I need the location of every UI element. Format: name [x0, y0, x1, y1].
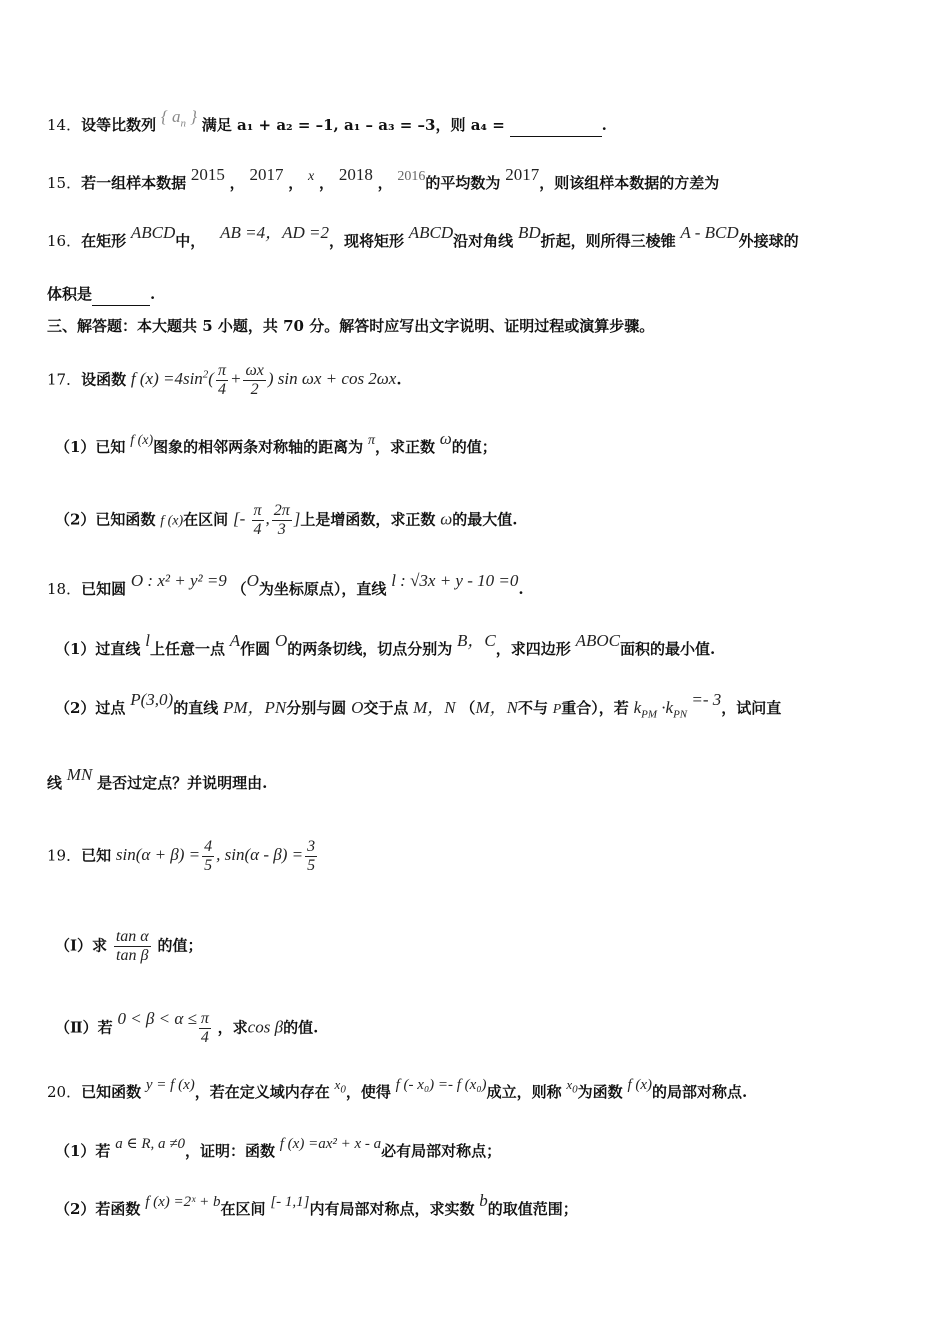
data-value: 2016: [397, 169, 426, 184]
point-label: A: [229, 631, 241, 650]
data-value: 2015: [190, 165, 225, 184]
rectangle-label: ABCD: [408, 223, 454, 242]
section-heading: 三、解答题：本大题共 5 小题，共 70 分。解答时应写出文字说明、证明过程或演算步骤。: [47, 317, 655, 335]
tan-ratio: $\frac{\text{tan α}}{\text{tan β}}$: [115, 928, 149, 964]
line-equation: l : √3x + y - 10 =0: [391, 571, 519, 590]
function-formula: f $(x) =4\sin^2$( $\frac{\pi}{4}$ + $\frac{\omega x}{2}$ ) sin ωx + cos 2ωx: [130, 362, 397, 398]
question-text: 成立，则称: [486, 1083, 562, 1101]
question-17: [47, 362, 910, 399]
function-symbol: f (x): [160, 513, 184, 529]
question-text: 是否过定点？并说明理由.: [97, 774, 268, 792]
question-text: ，求正数: [374, 438, 435, 456]
question-text: 外接球的: [738, 232, 799, 250]
question-text: 已知: [81, 846, 112, 865]
function-formula: f (x) =ax² + x - a: [279, 1136, 382, 1152]
points-label: M，N: [413, 698, 456, 717]
data-value: x: [308, 169, 315, 184]
question-text: ，试问直: [721, 699, 782, 717]
question-19: [47, 838, 910, 875]
question-text: （: [460, 699, 476, 717]
point-label: P(3,0): [130, 690, 174, 709]
period: .: [396, 370, 402, 389]
question-text: 沿对角线: [453, 232, 514, 250]
x0-symbol: $x_0$: [566, 1077, 578, 1096]
question-number: 18．: [47, 580, 82, 598]
quadrilateral-label: ABOC: [575, 631, 620, 650]
question-text: 的局部对称点.: [652, 1083, 748, 1101]
question-17-part2: [55, 502, 910, 539]
question-number: 15．: [47, 174, 82, 192]
question-text: 已知圆: [81, 580, 127, 598]
question-16-line2: [47, 283, 910, 306]
question-18-part2: [55, 690, 910, 725]
interval: [- 1,1]: [270, 1194, 310, 1210]
circle-label: O: [351, 698, 364, 717]
circle-label: O: [274, 631, 288, 650]
question-text: 为坐标原点），直线: [258, 580, 387, 598]
question-text: 的两条切线，切点分别为: [287, 640, 453, 658]
function-symbol: f (x): [130, 433, 154, 448]
question-19-part1: [55, 928, 910, 965]
omega-symbol: ω: [439, 429, 452, 448]
question-text: 在区间: [183, 510, 229, 529]
question-text: ，求四边形: [495, 640, 571, 658]
question-text: 设函数: [81, 370, 127, 389]
question-14: [47, 107, 910, 142]
part-label: （Ⅱ）若: [55, 1018, 113, 1037]
rectangle-label: ABCD: [130, 223, 176, 242]
question-number: 19．: [47, 846, 82, 865]
pi-symbol: π: [367, 433, 375, 448]
question-18: [47, 571, 910, 600]
question-text: 中，: [175, 232, 206, 250]
question-number: 14．: [47, 116, 82, 134]
part-label: （1）已知: [55, 438, 126, 456]
question-text: ，若在定义域内存在: [194, 1083, 330, 1101]
average-value: 2017: [505, 165, 540, 184]
question-text: 体积是: [47, 285, 93, 303]
question-text: 为函数: [577, 1083, 623, 1101]
question-text: 的值；: [451, 438, 497, 456]
question-text: ，求: [217, 1018, 248, 1037]
question-text: 图象的相邻两条对称轴的距离为: [153, 438, 364, 456]
question-18-part1: [55, 631, 910, 660]
question-text: 已知函数: [81, 1083, 142, 1101]
pyramid-label: A - BCD: [680, 223, 739, 242]
question-text: 折起，则所得三棱锥: [540, 232, 676, 250]
answer-blank: [92, 283, 150, 306]
circle-equation: O : x² + y² =9: [130, 571, 227, 590]
question-20-part1: [55, 1136, 910, 1163]
slope-product: $k_{PM} \cdot k_{PN} =- 3$: [633, 690, 722, 721]
question-text: 不与: [517, 699, 548, 717]
condition: a ∈ R, a ≠0: [115, 1136, 185, 1152]
question-text: 作圆: [240, 640, 271, 658]
question-text: 分别与圆: [286, 699, 347, 717]
period: .: [601, 116, 607, 134]
question-text: 若一组样本数据: [81, 174, 187, 192]
line-label: MN: [66, 765, 93, 784]
period: .: [150, 285, 156, 303]
function-symbol: y = f (x): [145, 1077, 195, 1093]
question-condition: 满足 a₁ + a₂ = –1, a₁ – a₃ = –3，则 a₄ =: [201, 116, 505, 134]
question-text: 面积的最小值.: [619, 640, 716, 658]
question-16: [47, 223, 910, 252]
question-text: 必有局部对称点；: [381, 1142, 502, 1160]
diagonal-label: BD: [517, 223, 541, 242]
question-text: 的值.: [283, 1018, 319, 1037]
question-text: 上是增函数，求正数: [300, 510, 436, 529]
part-label: （Ⅰ）求: [55, 936, 108, 955]
question-text: 在矩形: [81, 232, 127, 250]
question-text: 线: [47, 774, 63, 792]
question-20-part2: [55, 1191, 910, 1221]
question-18-part2-line2: [47, 765, 910, 794]
variable-b: b: [479, 1191, 488, 1210]
question-text: ，现将矩形: [328, 232, 404, 250]
point-label: P: [552, 702, 562, 717]
sequence-symbol: { $a_n$ }: [160, 107, 198, 130]
inequality: 0 < β < α ≤ $\frac{\pi}{4}$: [117, 1009, 209, 1046]
part-label: （1）过直线: [55, 640, 141, 658]
question-text: ，证明：函数: [184, 1142, 275, 1160]
origin-label: O: [246, 571, 259, 590]
part-label: （2）过点: [55, 699, 126, 717]
question-number: 17．: [47, 370, 82, 389]
question-text: 在区间: [220, 1200, 266, 1218]
question-text: ，使得: [345, 1083, 391, 1101]
function-symbol: f (x): [627, 1077, 653, 1093]
question-19-part2: [55, 1010, 910, 1047]
question-text: 重合），若: [561, 699, 629, 717]
symmetry-equation: f (- x₀) =- f (x₀): [395, 1077, 487, 1093]
cos-beta: cos β: [247, 1017, 284, 1037]
tangent-points: B，C: [457, 631, 496, 650]
condition: AB =4，AD =2: [220, 223, 329, 242]
question-20: [47, 1077, 910, 1109]
part-label: （2）若函数: [55, 1200, 141, 1218]
points-label: M，N: [475, 698, 518, 717]
omega-symbol: ω: [440, 509, 453, 529]
data-value: 2018: [338, 165, 373, 184]
lines-label: PM，PN: [222, 698, 287, 717]
data-value: 2017: [249, 165, 284, 184]
question-17-part1: [55, 429, 910, 460]
question-text: 上任意一点: [149, 640, 225, 658]
question-text: 的平均数为: [425, 174, 501, 192]
question-text: 交于点: [363, 699, 409, 717]
answer-blank: [510, 114, 602, 137]
question-text: （: [231, 580, 247, 598]
question-text: 的最大值.: [452, 510, 518, 529]
function-formula: f (x) =2ˣ + b: [145, 1194, 221, 1210]
part-label: （2）已知函数: [55, 510, 156, 529]
interval: [- $\frac{\pi}{4}$ , $\frac{2\pi}{3}$ ]: [232, 502, 301, 538]
line-symbol: l: [145, 631, 150, 650]
question-text: 的直线: [173, 699, 219, 717]
question-text: ，则该组样本数据的方差为: [539, 174, 720, 192]
question-text: 设等比数列: [81, 116, 157, 134]
question-text: 的值；: [157, 936, 203, 955]
question-15: 15．若一组样本数据 2015 ， 2017 ， x ， 2018 ， 2016的平均数为 2017，则该组样本数据的方差为: [47, 165, 720, 192]
question-number: 20．: [47, 1083, 82, 1101]
given-equations: sin(α + β) = $\frac{4}{5}$ , sin(α - β) = $\frac{3}{5}$: [115, 838, 316, 874]
part-label: （1）若: [55, 1142, 111, 1160]
question-text: 内有局部对称点，求实数: [309, 1200, 475, 1218]
x0-symbol: $x_0$: [334, 1077, 346, 1096]
question-number: 16．: [47, 232, 82, 250]
period: .: [518, 580, 524, 598]
question-text: 的取值范围；: [487, 1200, 578, 1218]
